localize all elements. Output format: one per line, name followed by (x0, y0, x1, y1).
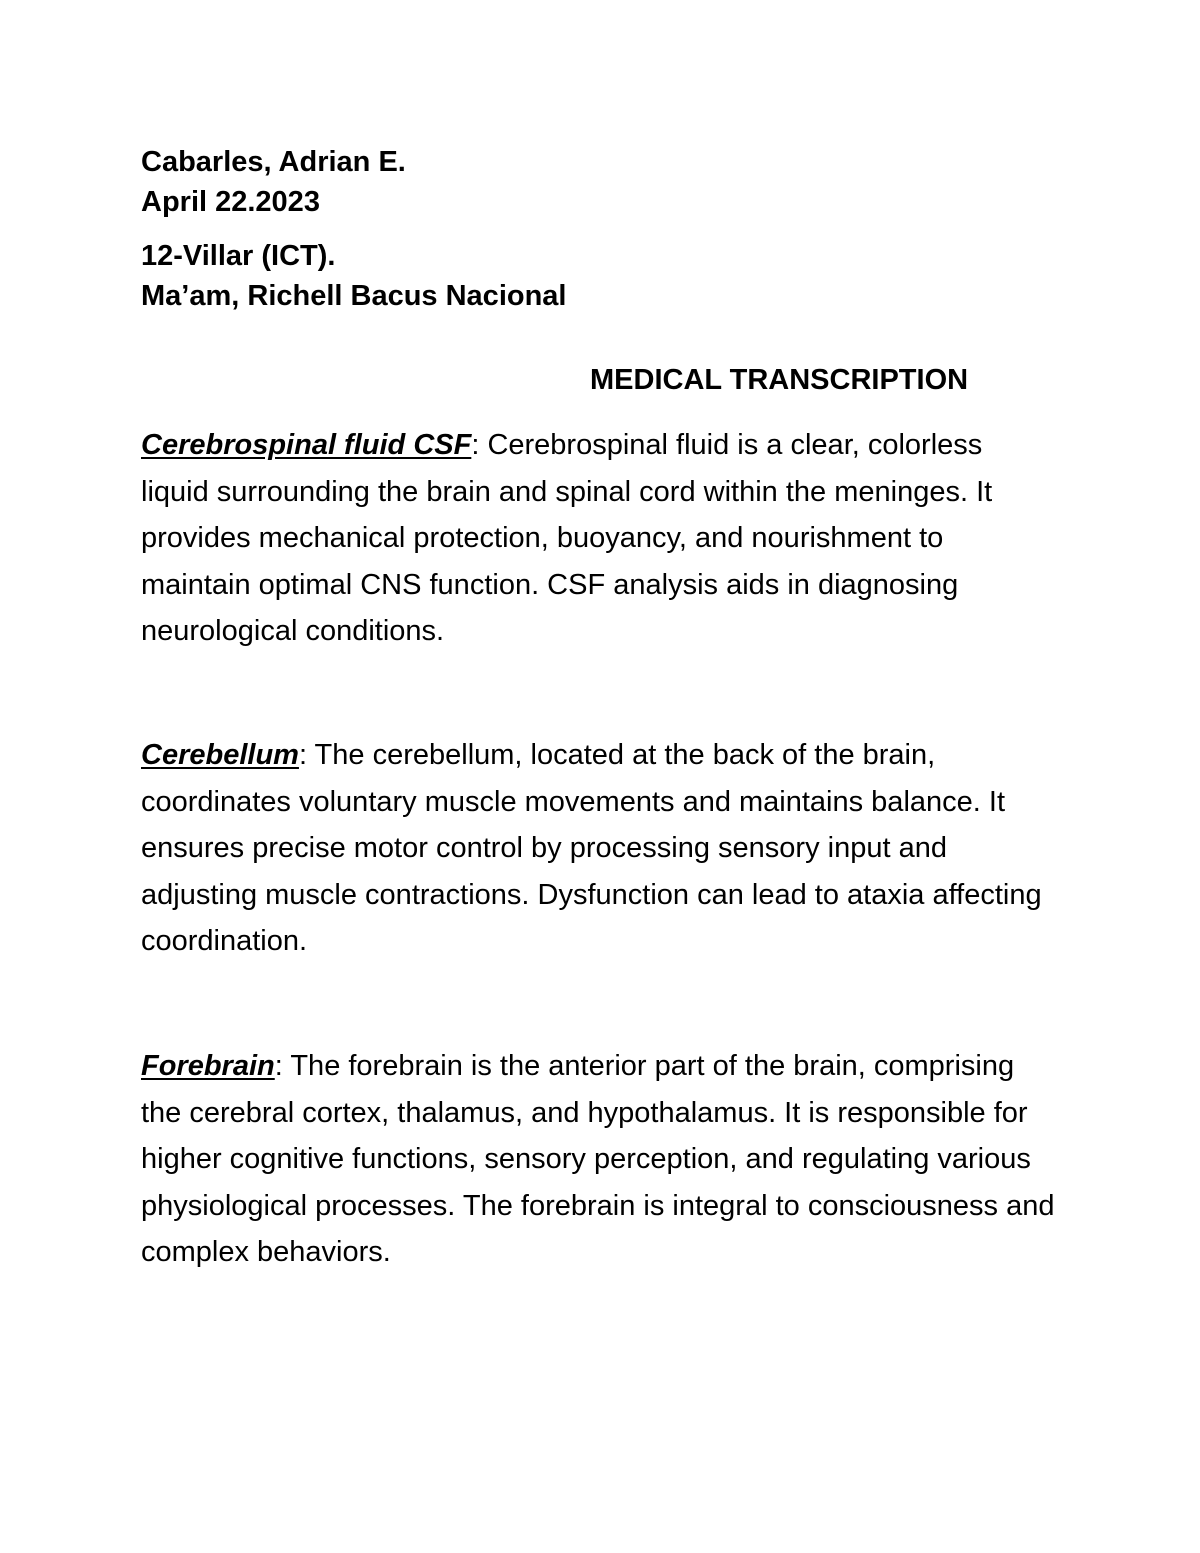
header-block (141, 142, 1041, 316)
definition-paragraph-cerebellum (141, 732, 1056, 965)
term-forebrain: Forebrain (141, 1050, 275, 1082)
definition-text-csf: Cerebrospinal fluid is a clear, colorless liquid surrounding the brain and spinal cord within the meninges. It provides mechanical protection, buoyancy, and nourishment to maintain optimal CNS function. CSF analysis aids in diagnosing neurological conditions. (141, 429, 993, 647)
definition-paragraph-csf (141, 422, 1056, 655)
document-title: MEDICAL TRANSCRIPTION (590, 364, 969, 396)
submission-date: April 22.2023 (141, 186, 320, 218)
class-section: 12-Villar (ICT). (141, 240, 336, 272)
term-separator: : (471, 429, 480, 461)
term-separator: : (298, 739, 308, 771)
teacher-name: Ma’am, Richell Bacus Nacional (141, 280, 567, 312)
header-spacer (141, 222, 1041, 236)
term-separator: : (274, 1050, 283, 1082)
term-cerebellum: Cerebellum (141, 739, 299, 771)
definition-text-forebrain: The forebrain is the anterior part of the brain, comprising the cerebral cortex, thalamus, and hypothalamus. It is responsible for higher cognitive functions, sensory perception, and regulating various physiological processes. The forebrain is integral to consciousness and complex behaviors. (141, 1050, 1055, 1268)
student-name: Cabarles, Adrian E. (141, 146, 406, 178)
definition-text-cerebellum: The cerebellum, located at the back of the brain, coordinates voluntary muscle movements and maintains balance. It ensures precise motor control by processing sensory input and adjusting muscle contractions. Dysfunction can lead to ataxia affecting coordination. (141, 739, 1042, 957)
term-csf: Cerebrospinal fluid CSF (141, 429, 472, 461)
definition-paragraph-forebrain (141, 1043, 1056, 1276)
